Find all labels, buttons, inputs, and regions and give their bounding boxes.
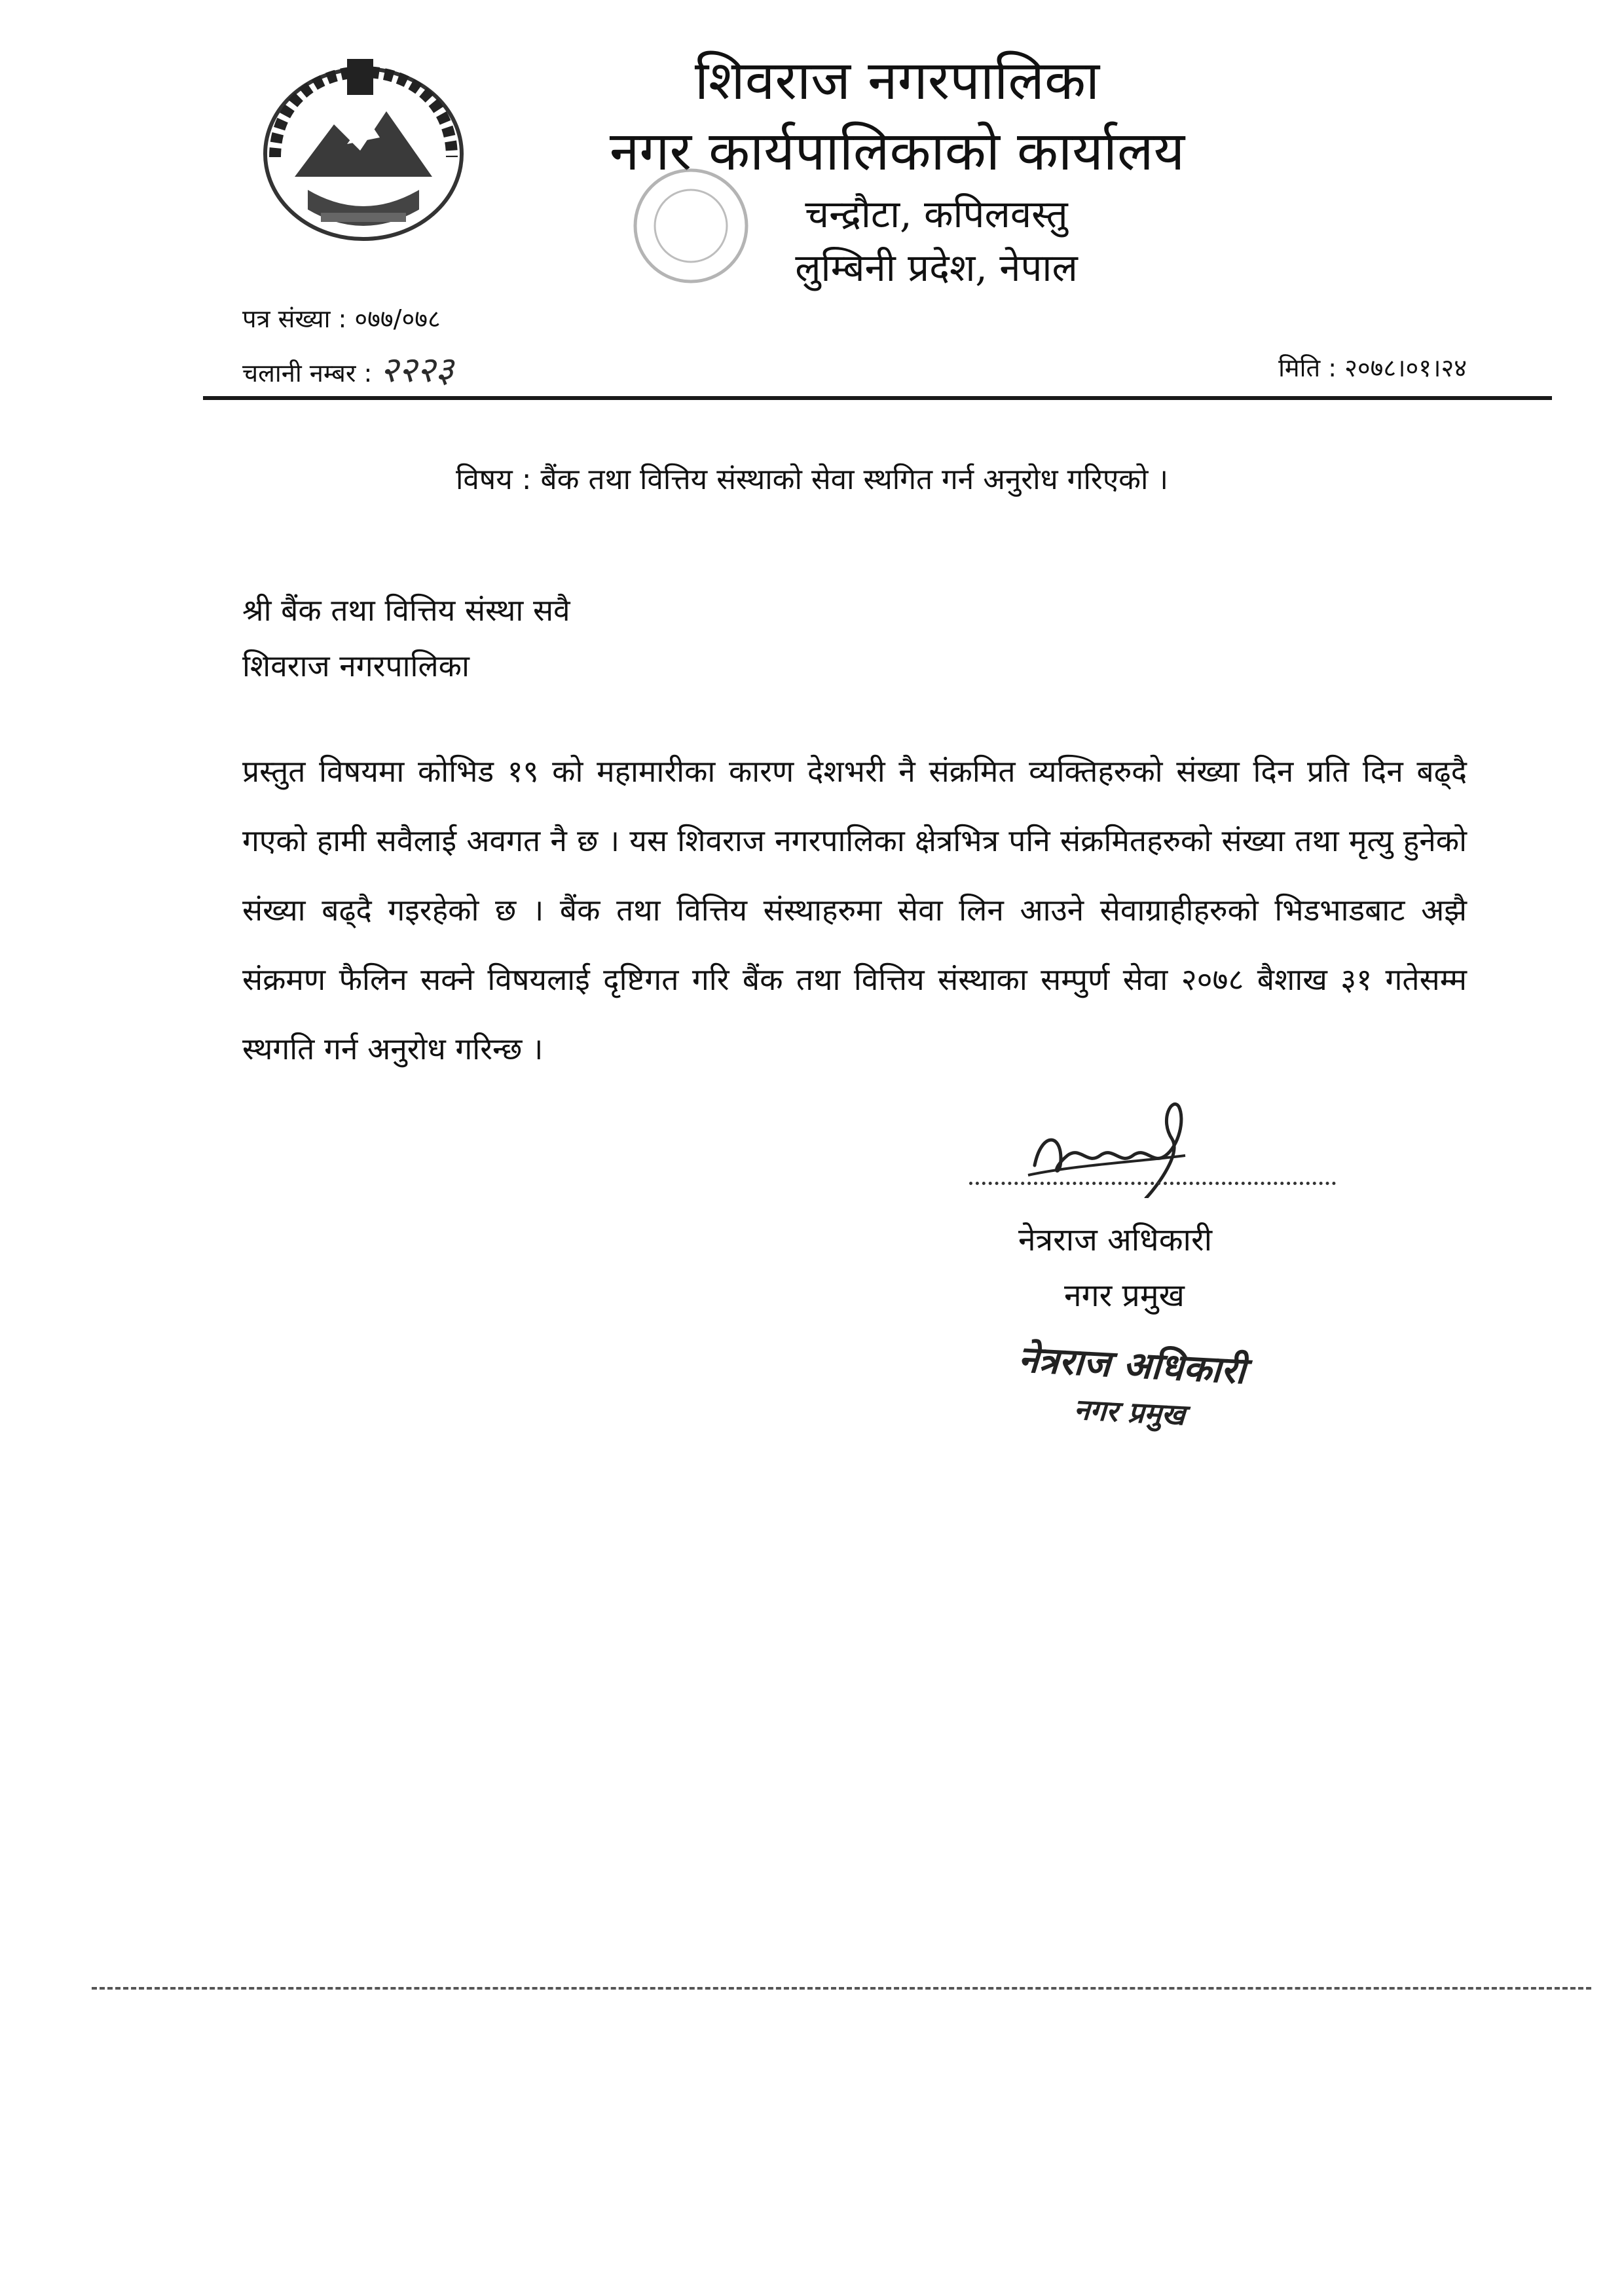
dispatch-number-value: २२२३ (380, 349, 454, 390)
nepal-emblem-icon (249, 46, 478, 255)
date-value: २०७८।०१।२४ (1344, 354, 1467, 382)
addressee-line-2: शिवराज नगरपालिका (242, 648, 470, 683)
footer-dashed-line (92, 1987, 1591, 1990)
municipality-name: शिवराज नगरपालिका (694, 50, 1100, 112)
signature-line (969, 1182, 1336, 1185)
letter-date (1278, 350, 1467, 384)
dispatch-number-label: चलानी नम्बर : (242, 359, 380, 388)
signatory-name: नेत्रराज अधिकारी (1018, 1222, 1213, 1258)
letter-number (242, 301, 441, 335)
seal-name: नेत्रराज अधिकारी (1017, 1338, 1247, 1393)
office-location: चन्द्रौटा, कपिलवस्तु (805, 192, 1068, 236)
office-province: लुम्बिनी प्रदेश, नेपाल (795, 246, 1078, 290)
addressee-line-1: श्री बैंक तथा वित्तिय संस्था सवै (242, 592, 570, 628)
letter-body: प्रस्तुत विषयमा कोभिड १९ को महामारीका कारण देशभरी नै संक्रमित व्यक्तिहरुको संख्या दिन प्रति दिन बढ्दै गएको हामी सवैलाई अवगत नै छ । यस शिवराज नगरपालिका क्षेत्रभित्र पनि संक्रमितहरुको संख्या तथा मृत्यु हुनेको संख्या बढ्दै गइरहेको छ । बैंक तथा वित्तिय संस्थाहरुमा सेवा लिन आउने सेवाग्राहीहरुको भिडभाडबाट अझै संक्रमण फैलिन सक्ने विषयलाई दृष्टिगत गरि बैंक तथा वित्तिय संस्थाका सम्पुर्ण सेवा २०७८ बैशाख ३१ गतेसम्म स्थगति गर्न अनुरोध गरिन्छ । (242, 754, 1467, 1066)
letter-number-value: ०७७/०७८ (354, 304, 441, 333)
dispatch-number (242, 344, 454, 392)
signatory-title: नगर प्रमुख (1064, 1277, 1185, 1314)
header-divider (203, 396, 1552, 400)
seal-title: नगर प्रमुख (1073, 1393, 1186, 1432)
office-stamp-icon (629, 164, 753, 288)
letter-number-label: पत्र संख्या : (242, 304, 355, 333)
date-label: मिति : (1278, 354, 1345, 382)
letter-subject: विषय : बैंक तथा वित्तिय संस्थाको सेवा स्थगित गर्न अनुरोध गरिएको । (455, 463, 1169, 496)
office-name: नगर कार्यपालिकाको कार्यालय (609, 120, 1185, 183)
